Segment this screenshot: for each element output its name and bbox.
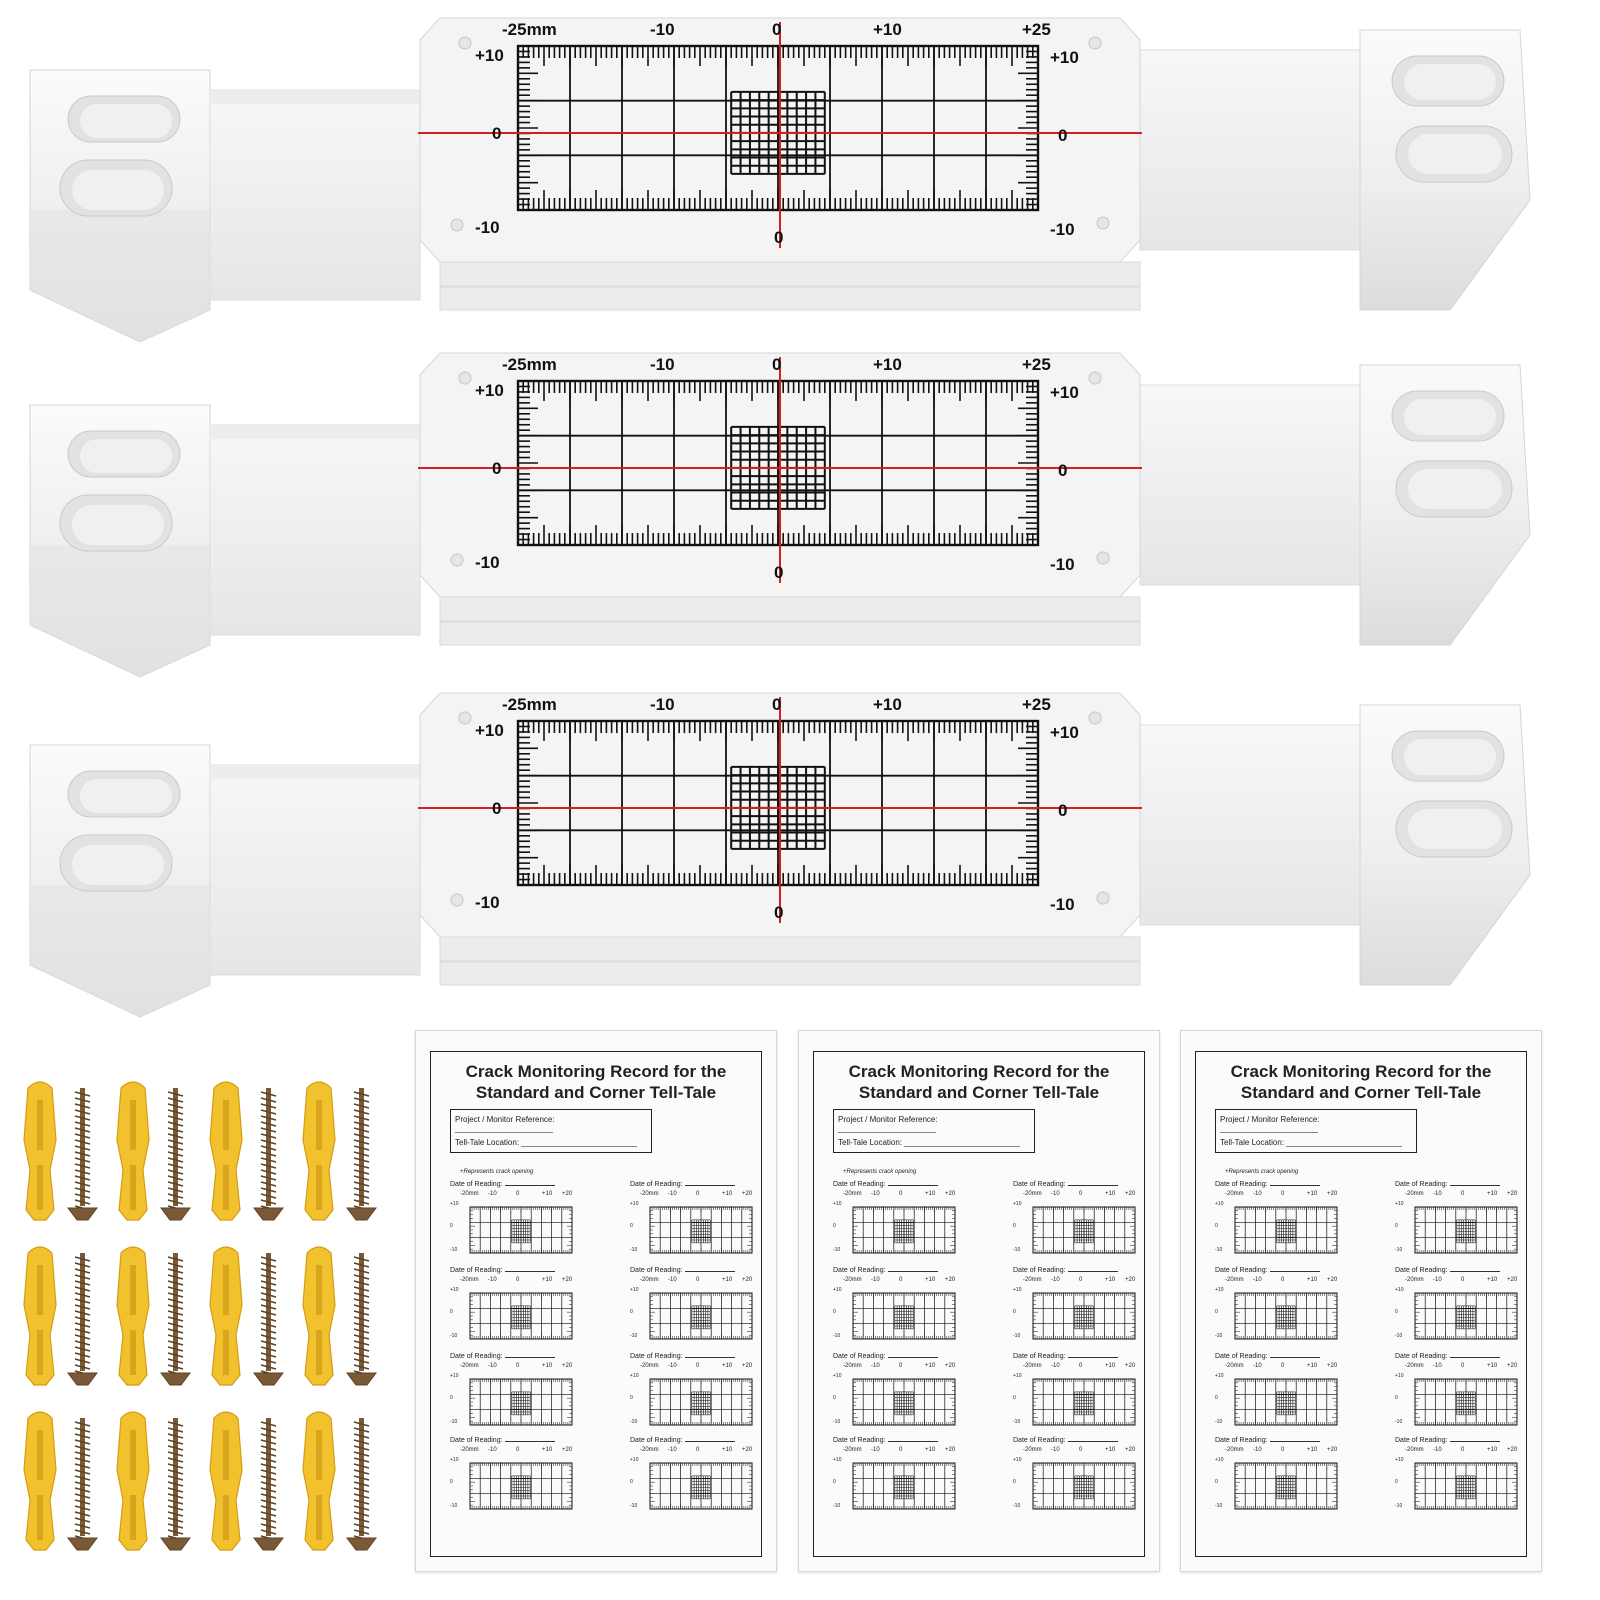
date-of-reading-label: Date of Reading: xyxy=(630,1181,735,1188)
scale-bottom-label: 0 xyxy=(774,563,784,582)
reading-box: Date of Reading: -20mm -10 0 +10 +20 +10 0 -10 xyxy=(1215,1353,1338,1425)
reading-box: Date of Reading: -20mm -10 0 +10 +20 +10 0 -10 xyxy=(1395,1267,1518,1339)
screw xyxy=(68,1253,97,1385)
scale-left-label: 0 xyxy=(492,799,502,818)
record-sheet-3 xyxy=(1180,1030,1542,1572)
wall-anchor xyxy=(117,1247,149,1385)
wall-anchor xyxy=(303,1247,335,1385)
scale-right-label: -10 xyxy=(1050,555,1075,574)
anchor-and-screw-set xyxy=(20,1080,390,1580)
date-of-reading-label: Date of Reading: xyxy=(450,1353,555,1360)
reference-box xyxy=(833,1109,1035,1153)
date-of-reading-label: Date of Reading: xyxy=(1395,1437,1500,1444)
scale-left-label: +10 xyxy=(475,721,504,740)
project-label: Project / Monitor Reference: ______________________ xyxy=(838,1115,938,1133)
reference-box xyxy=(1215,1109,1417,1153)
reading-box: Date of Reading: -20mm -10 0 +10 +20 +10 0 -10 xyxy=(1395,1181,1518,1253)
reading-box: Date of Reading: -20mm -10 0 +10 +20 +10 0 -10 xyxy=(450,1267,573,1339)
date-of-reading-label: Date of Reading: xyxy=(450,1267,555,1274)
scale-right-label: 0 xyxy=(1058,801,1068,820)
date-of-reading-label: Date of Reading: xyxy=(450,1437,555,1444)
date-of-reading-label: Date of Reading: xyxy=(450,1181,555,1188)
screw xyxy=(347,1418,376,1550)
scale-right-label: -10 xyxy=(1050,220,1075,239)
scale-top-label: +10 xyxy=(873,695,902,714)
scale-left-label: -10 xyxy=(475,218,500,237)
project-label: Project / Monitor Reference: ______________________ xyxy=(1220,1115,1320,1133)
scale-top-label: +25 xyxy=(1022,355,1051,374)
reading-box: Date of Reading: -20mm -10 0 +10 +20 +10 0 -10 xyxy=(1013,1181,1136,1253)
scale-top-label: +25 xyxy=(1022,20,1051,39)
reading-box: Date of Reading: -20mm -10 0 +10 +20 +10 0 -10 xyxy=(450,1181,573,1253)
screw xyxy=(254,1088,283,1220)
crack-gauge-1 xyxy=(20,10,1580,350)
scale-top-label: -10 xyxy=(650,695,675,714)
scale-top-label: +10 xyxy=(873,355,902,374)
wall-anchor xyxy=(303,1082,335,1220)
wall-anchor xyxy=(210,1247,242,1385)
wall-anchor xyxy=(210,1082,242,1220)
wall-anchor xyxy=(24,1082,56,1220)
date-of-reading-label: Date of Reading: xyxy=(1395,1181,1500,1188)
scale-top-label: +25 xyxy=(1022,695,1051,714)
scale-top-label: -25mm xyxy=(502,355,557,374)
sheet-title: Crack Monitoring Record for the Standard and Corner Tell-Tale xyxy=(1230,1062,1492,1102)
scale-right-label: +10 xyxy=(1050,48,1079,67)
scale-top-label: -25mm xyxy=(502,695,557,714)
date-of-reading-label: Date of Reading: xyxy=(1215,1181,1320,1188)
screw xyxy=(161,1088,190,1220)
reading-box: Date of Reading: -20mm -10 0 +10 +20 +10 0 -10 xyxy=(450,1353,573,1425)
scale-left-label: +10 xyxy=(475,46,504,65)
scale-right-label: 0 xyxy=(1058,461,1068,480)
wall-anchor xyxy=(24,1247,56,1385)
sheet-title: Crack Monitoring Record for the Standard and Corner Tell-Tale xyxy=(848,1062,1110,1102)
wall-anchor xyxy=(303,1412,335,1550)
date-of-reading-label: Date of Reading: xyxy=(1395,1267,1500,1274)
reading-box: Date of Reading: -20mm -10 0 +10 +20 +10 0 -10 xyxy=(630,1181,753,1253)
date-of-reading-label: Date of Reading: xyxy=(630,1267,735,1274)
date-of-reading-label: Date of Reading: xyxy=(1013,1353,1118,1360)
scale-right-label: -10 xyxy=(1050,895,1075,914)
date-of-reading-label: Date of Reading: xyxy=(833,1353,938,1360)
date-of-reading-label: Date of Reading: xyxy=(833,1181,938,1188)
crack-opening-note: +Represents crack opening xyxy=(1225,1169,1299,1175)
location-label: Tell-Tale Location: __________________________ xyxy=(838,1138,1020,1147)
scale-top-label: -10 xyxy=(650,355,675,374)
reading-box: Date of Reading: -20mm -10 0 +10 +20 +10 0 -10 xyxy=(630,1437,753,1509)
wall-anchor xyxy=(117,1082,149,1220)
scale-top-label: +10 xyxy=(873,20,902,39)
screw xyxy=(68,1418,97,1550)
date-of-reading-label: Date of Reading: xyxy=(1395,1353,1500,1360)
date-of-reading-label: Date of Reading: xyxy=(1013,1181,1118,1188)
sheet-title: Crack Monitoring Record for the Standard and Corner Tell-Tale xyxy=(465,1062,727,1102)
reading-box: Date of Reading: -20mm -10 0 +10 +20 +10 0 -10 xyxy=(1215,1181,1338,1253)
reading-box: Date of Reading: -20mm -10 0 +10 +20 +10 0 -10 xyxy=(833,1437,956,1509)
scale-top-label: -10 xyxy=(650,20,675,39)
crack-opening-note: +Represents crack opening xyxy=(843,1169,917,1175)
date-of-reading-label: Date of Reading: xyxy=(833,1267,938,1274)
reading-box: Date of Reading: -20mm -10 0 +10 +20 +10 0 -10 xyxy=(833,1353,956,1425)
reading-box: Date of Reading: -20mm -10 0 +10 +20 +10 0 -10 xyxy=(1013,1437,1136,1509)
reading-box: Date of Reading: -20mm -10 0 +10 +20 +10 0 -10 xyxy=(630,1353,753,1425)
date-of-reading-label: Date of Reading: xyxy=(1215,1353,1320,1360)
crack-opening-note: +Represents crack opening xyxy=(460,1169,534,1175)
screw xyxy=(161,1418,190,1550)
location-label: Tell-Tale Location: __________________________ xyxy=(1220,1138,1402,1147)
screw xyxy=(254,1418,283,1550)
screw xyxy=(254,1253,283,1385)
date-of-reading-label: Date of Reading: xyxy=(1215,1267,1320,1274)
screw xyxy=(68,1088,97,1220)
reading-box: Date of Reading: -20mm -10 0 +10 +20 +10 0 -10 xyxy=(833,1267,956,1339)
reading-box: Date of Reading: -20mm -10 0 +10 +20 +10 0 -10 xyxy=(1395,1353,1518,1425)
reading-box: Date of Reading: -20mm -10 0 +10 +20 +10 0 -10 xyxy=(450,1437,573,1509)
reference-box xyxy=(450,1109,652,1153)
scale-top-label: 0 xyxy=(772,20,782,39)
date-of-reading-label: Date of Reading: xyxy=(630,1437,735,1444)
record-sheet-1 xyxy=(415,1030,777,1572)
reading-box: Date of Reading: -20mm -10 0 +10 +20 +10 0 -10 xyxy=(630,1267,753,1339)
scale-left-label: -10 xyxy=(475,553,500,572)
scale-left-label: -10 xyxy=(475,893,500,912)
reading-box: Date of Reading: -20mm -10 0 +10 +20 +10 0 -10 xyxy=(833,1181,956,1253)
scale-bottom-label: 0 xyxy=(774,228,784,247)
scale-top-label: 0 xyxy=(772,355,782,374)
record-sheet-2 xyxy=(798,1030,1160,1572)
date-of-reading-label: Date of Reading: xyxy=(833,1437,938,1444)
reading-box: Date of Reading: -20mm -10 0 +10 +20 +10 0 -10 xyxy=(1215,1437,1338,1509)
location-label: Tell-Tale Location: __________________________ xyxy=(455,1138,637,1147)
screw xyxy=(161,1253,190,1385)
scale-left-label: +10 xyxy=(475,381,504,400)
date-of-reading-label: Date of Reading: xyxy=(1215,1437,1320,1444)
scale-right-label: 0 xyxy=(1058,126,1068,145)
wall-anchor xyxy=(24,1412,56,1550)
wall-anchor xyxy=(117,1412,149,1550)
reading-box: Date of Reading: -20mm -10 0 +10 +20 +10 0 -10 xyxy=(1395,1437,1518,1509)
scale-bottom-label: 0 xyxy=(774,903,784,922)
scale-top-label: -25mm xyxy=(502,20,557,39)
wall-anchor xyxy=(210,1412,242,1550)
scale-left-label: 0 xyxy=(492,459,502,478)
date-of-reading-label: Date of Reading: xyxy=(630,1353,735,1360)
crack-gauge-3 xyxy=(20,685,1580,1025)
screw xyxy=(347,1088,376,1220)
project-label: Project / Monitor Reference: ______________________ xyxy=(455,1115,555,1133)
screw xyxy=(347,1253,376,1385)
scale-top-label: 0 xyxy=(772,695,782,714)
reading-box: Date of Reading: -20mm -10 0 +10 +20 +10 0 -10 xyxy=(1013,1267,1136,1339)
crack-gauge-2 xyxy=(20,345,1580,685)
date-of-reading-label: Date of Reading: xyxy=(1013,1267,1118,1274)
scale-left-label: 0 xyxy=(492,124,502,143)
date-of-reading-label: Date of Reading: xyxy=(1013,1437,1118,1444)
scale-right-label: +10 xyxy=(1050,383,1079,402)
reading-box: Date of Reading: -20mm -10 0 +10 +20 +10 0 -10 xyxy=(1215,1267,1338,1339)
reading-box: Date of Reading: -20mm -10 0 +10 +20 +10 0 -10 xyxy=(1013,1353,1136,1425)
scale-right-label: +10 xyxy=(1050,723,1079,742)
